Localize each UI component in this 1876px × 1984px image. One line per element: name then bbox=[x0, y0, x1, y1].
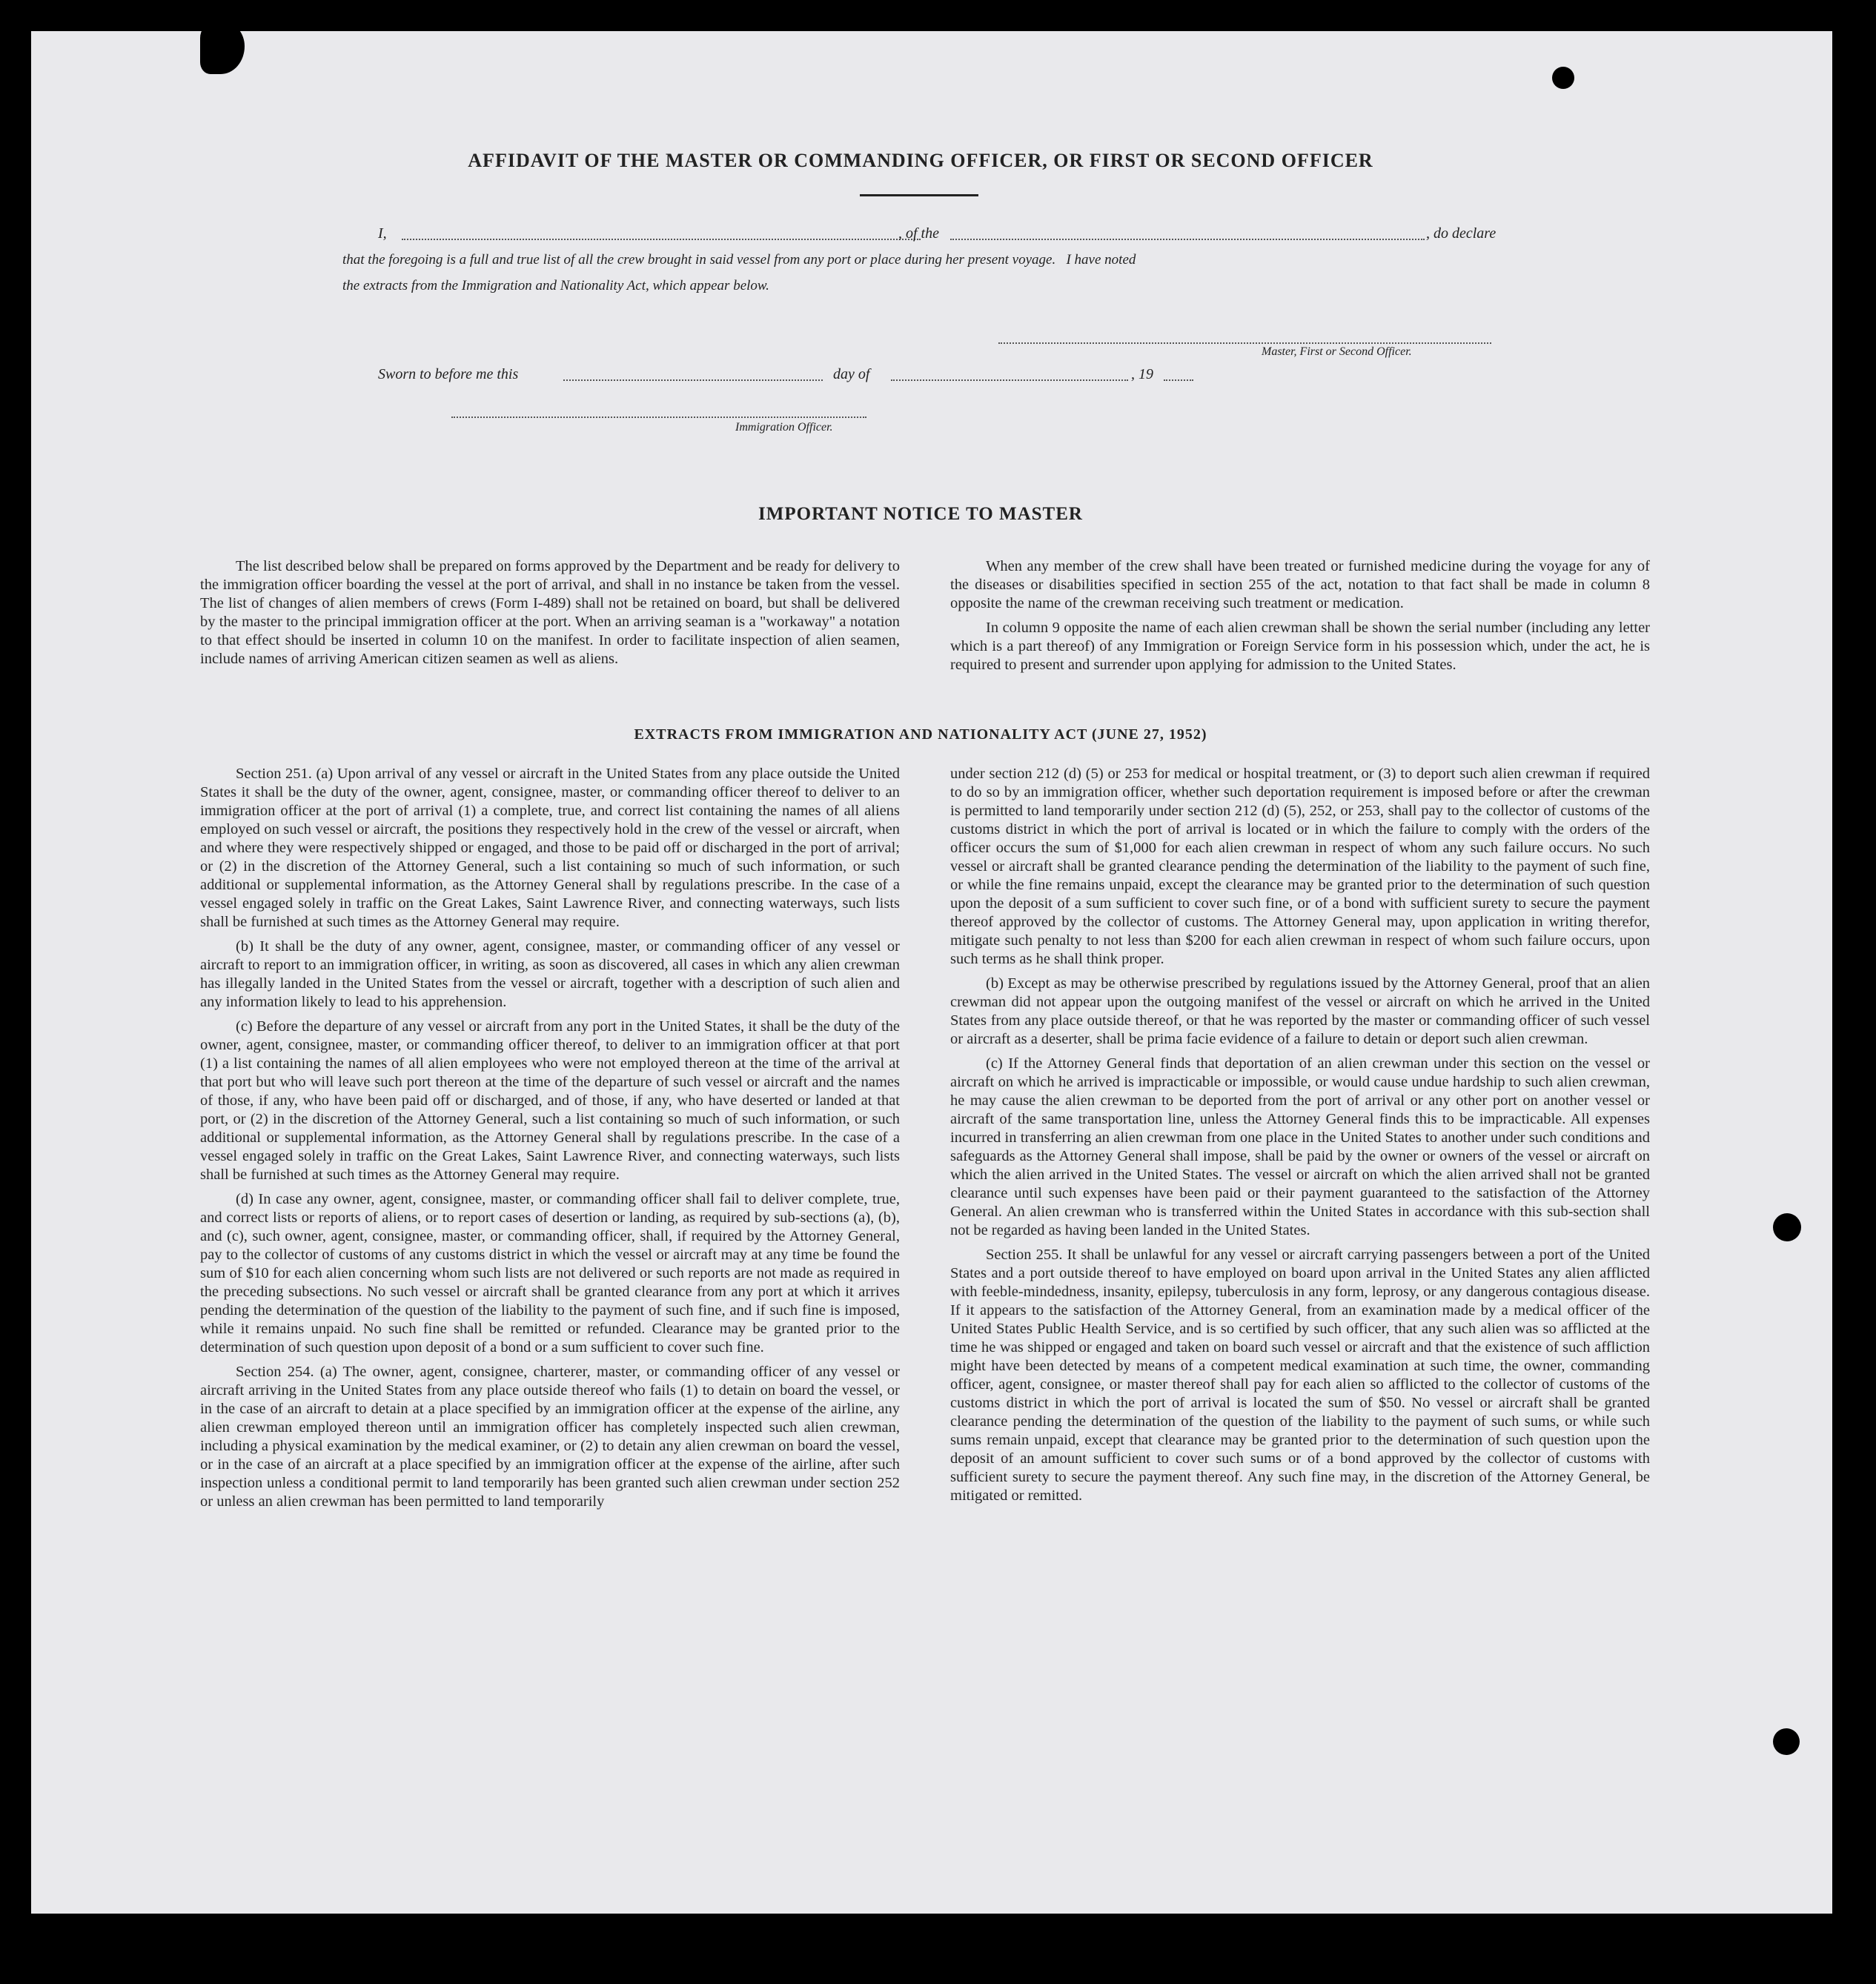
sworn-month-field[interactable] bbox=[891, 379, 1128, 381]
declarant-name-field[interactable] bbox=[402, 239, 921, 240]
punch-hole-bottom bbox=[1773, 1728, 1800, 1755]
master-signature-label: Master, First or Second Officer. bbox=[1262, 345, 1412, 358]
extract-section-255: Section 255. It shall be unlawful for any vessel or aircraft carrying passengers between a port of the United States and a port outside thereof to have employed on board upon arrival in the United States any alien afflicted with feeble-mindedness, insanity, epilepsy, tuberculosis in any form, leprosy, or any dangerous contagious disease. If it appears to the satisfaction of the Attorney General, from an examination made by a medical officer of the United States Public Health Service, and is so certified by such officer, that any such alien was so afflicted at the time he was shipped or engaged and taken on board such vessel or aircraft and that the existence of such affliction might have been detected by means of a competent medical examination at such time, the owner, commanding officer, agent, consignee, or master thereof shall pay for each alien so afflicted to the collector of customs of the customs district in which the port of arrival is located the sum of $50. No vessel or aircraft shall be granted clearance pending the determination of the question of the liability to the payment of such sums, or while such sums remain unpaid, except that clearance may be granted prior to the determination of such question upon the deposit of an amount sufficient to cover such sums or of a bond approved by the collector of customs with sufficient surety to secure the payment thereof. Any such fine may, in the discretion of the Attorney General, be mitigated or remitted. bbox=[950, 1247, 1650, 1504]
declaration-line-3: the extracts from the Immigration and Nationality Act, which appear below. bbox=[342, 278, 769, 293]
sworn-year-field[interactable] bbox=[1164, 379, 1193, 381]
extract-section-251c: (c) Before the departure of any vessel or aircraft from any port in the United States, it shall be the duty of the owner, agent, consignee, master, or commanding officer thereof, to deliver to an immigration officer at that port (1) a list containing the names of all alien employees who were not employed thereon at the time of the arrival at that port but who will leave such port thereon at the time of the departure of such vessel or aircraft and the names of those, if any, who have been paid off or discharged, and of those, if any, who have deserted or landed at that port, or (2) in the discretion of the Attorney General, such a list containing so much of such information, or such additional or supplemental information, as the Attorney General shall by regulations prescribe. In the case of a vessel engaged solely in traffic on the Great Lakes, Saint Lawrence River, and connecting waterways, such lists shall be furnished at such times as the Attorney General may require. bbox=[200, 1018, 900, 1183]
extracts-right-column bbox=[950, 765, 1650, 1511]
notice-right-paragraph-2: In column 9 opposite the name of each alien crewman shall be shown the serial number (including any letter which is a part thereof) of any Immigration or Foreign Service form in his possession which, under the act, he is required to present and surrender upon applying for admission to the United States. bbox=[950, 620, 1650, 673]
title-divider bbox=[860, 194, 978, 196]
extract-section-251b: (b) It shall be the duty of any owner, agent, consignee, master, or commanding officer of any vessel or aircraft to report to an immigration officer, in writing, as soon as discovered, all cases in which any alien crewman has illegally landed in the United States from the vessel or aircraft, together with a description of such alien and any information likely to lead to his apprehension. bbox=[200, 938, 900, 1010]
notice-right-paragraph-1: When any member of the crew shall have been treated or furnished medicine during the voyage for any of the diseases or disabilities specified in section 255 of the act, notation to that fact shall be made in column 8 opposite the name of the crewman receiving such treatment or medication. bbox=[950, 558, 1650, 611]
master-signature-field[interactable] bbox=[998, 342, 1491, 344]
notice-left-paragraph: The list described below shall be prepared on forms approved by the Department and be ready for delivery to the immigration officer boarding the vessel at the port of arrival, and shall in no instance be taken from the vessel. The list of changes of alien members of crews (Form I-489) shall not be retained on board, but shall be delivered by the master to the principal immigration officer at the port. When an arriving seaman is a "workaway" a notation to that effect should be inserted in column 10 on the manifest. In order to facilitate inspection of alien seamen, include names of arriving American citizen seamen as well as aliens. bbox=[200, 558, 900, 667]
extract-section-254a: Section 254. (a) The owner, agent, consignee, charterer, master, or commanding officer of any vessel or aircraft arriving in the United States from any place outside thereof who fails (1) to detain on board the vessel, or in the case of an aircraft to detain at a place specified by an immigration officer at the expense of the airline, any alien crewman employed thereon until an immigration officer has completely inspected such alien crewman, including a physical examination by the medical examiner, or (2) to detain any alien crewman on board the vessel, or in the case of an aircraft at a place specified by an immigration officer at the expense of the airline, after such inspection unless a conditional permit to land temporarily has been granted such alien crewman under section 252 or unless an alien crewman has been permitted to land temporarily bbox=[200, 1364, 900, 1510]
immigration-officer-label: Immigration Officer. bbox=[735, 421, 833, 434]
vessel-of-the-label: , of the bbox=[898, 225, 939, 242]
sworn-day-field[interactable] bbox=[563, 379, 823, 381]
declaration-line-2: that the foregoing is a full and true list of all the crew brought in said vessel from any port or place during her present voyage. I have noted bbox=[342, 252, 1136, 268]
extracts-left-column bbox=[200, 765, 900, 1517]
extract-section-251d: (d) In case any owner, agent, consignee, master, or commanding officer shall fail to deliver complete, true, and correct lists or reports of aliens, or to report cases of desertion or landing, as required by sub-sections (a), (b), and (c), such owner, agent, consignee, master, or commanding officer, shall, if required by the Attorney General, pay to the collector of customs of any customs district in which the vessel or aircraft may at any time be found the sum of $10 for each alien concerning whom such lists are not delivered or such reports are not made as required in the preceding subsections. No such vessel or aircraft shall be granted clearance from any port at which it arrives pending the determination of the question of the liability to the payment of such fine, and if such fine is imposed, while it remains unpaid. No such fine shall be remitted or refunded. Clearance may be granted prior to the determination of such question upon deposit of a bond or a sum sufficient to cover such fine. bbox=[200, 1191, 900, 1356]
sworn-label: Sworn to before me this bbox=[378, 366, 519, 382]
immigration-officer-signature-field[interactable] bbox=[451, 417, 866, 418]
extract-section-254b: (b) Except as may be otherwise prescribed by regulations issued by the Attorney General, proof that an alien crewman did not appear upon the outgoing manifest of the vessel or aircraft on which he arrived in the United States from any place outside thereof, or that he was reported by the master or commanding officer of such vessel or aircraft as a deserter, shall be prima facie evidence of a failure to detain or deport such alien crewman. bbox=[950, 975, 1650, 1047]
do-declare-label: , do declare bbox=[1426, 225, 1497, 242]
extract-section-254c: (c) If the Attorney General finds that deportation of an alien crewman under this section on the vessel or aircraft on which he arrived is impracticable or impossible, or would cause undue hardship to such alien crewman, he may cause the alien crewman to be deported from the port of arrival or any other port on another vessel or aircraft of the same transportation line, unless the Attorney General finds this to be impracticable. All expenses incurred in transferring an alien crewman from one place in the United States to another under such conditions and safeguards as the Attorney General shall impose, shall be paid by the owner or owners of the vessel or aircraft on which the alien arrived in the United States. The vessel or aircraft on which the alien arrived shall not be granted clearance until such expenses have been paid or their payment guaranteed to the satisfaction of the Attorney General. An alien crewman who is transferred within the United States in accordance with this sub-section shall not be regarded as having been landed in the United States. bbox=[950, 1055, 1650, 1238]
day-of-label: day of bbox=[833, 366, 870, 382]
vessel-name-field[interactable] bbox=[950, 239, 1425, 240]
document-page bbox=[31, 31, 1832, 1914]
punch-hole-middle bbox=[1773, 1213, 1801, 1241]
notice-right-column bbox=[950, 557, 1650, 680]
extracts-title: EXTRACTS FROM IMMIGRATION AND NATIONALITY ACT (JUNE 27, 1952) bbox=[634, 726, 1207, 743]
declarant-label: I, bbox=[378, 225, 387, 242]
affidavit-title: AFFIDAVIT OF THE MASTER OR COMMANDING OFFICER, OR FIRST OR SECOND OFFICER bbox=[468, 150, 1373, 171]
punch-hole-top bbox=[1552, 67, 1574, 89]
extract-section-254a-continued: under section 212 (d) (5) or 253 for medical or hospital treatment, or (3) to deport such alien crewman if required to do so by an immigration officer, whether such deportation requirement is imposed before or after the crewman is permitted to land temporarily under section 212 (d) (5), 252, or 253, shall pay to the collector of customs of the customs district in which the port of arrival is located or in which the failure to comply with the orders of the officer occurs the sum of $1,000 for each alien crewman in respect of whom any such failure occurs. No such vessel or aircraft shall be granted clearance pending the determination of the liability to the payment of such fine, or while the fine remains unpaid, except the clearance may be granted prior to the determination of such question upon the deposit of a sum sufficient to cover such fine, or of a bond with sufficient surety to secure the payment thereof approved by the collector of customs. The Attorney General may, upon application in writing therefor, mitigate such penalty to not less than $200 for each alien crewman in respect of whom such failure occurs, upon such terms as he shall think proper. bbox=[950, 766, 1650, 967]
extract-section-251a: Section 251. (a) Upon arrival of any vessel or aircraft in the United States from any place outside the United States it shall be the duty of the owner, agent, consignee, master, or commanding officer thereof to deliver to an immigration officer at the port of arrival (1) a complete, true, and correct list containing the names of all aliens employed on such vessel or aircraft, the positions they respectively hold in the crew of the vessel or aircraft, when and where they were respectively shipped or engaged, and those to be paid off or discharged in the port of arrival; or (2) in the discretion of the Attorney General, such a list containing so much of such information, or such additional or supplemental information, as the Attorney General shall by regulations prescribe. In the case of a vessel engaged solely in traffic on the Great Lakes, Saint Lawrence River, and connecting waterways, such lists shall be furnished at such times as the Attorney General may require. bbox=[200, 766, 900, 930]
year-label: , 19 bbox=[1131, 366, 1153, 382]
notice-title: IMPORTANT NOTICE TO MASTER bbox=[758, 504, 1083, 524]
notice-left-column bbox=[200, 557, 900, 674]
